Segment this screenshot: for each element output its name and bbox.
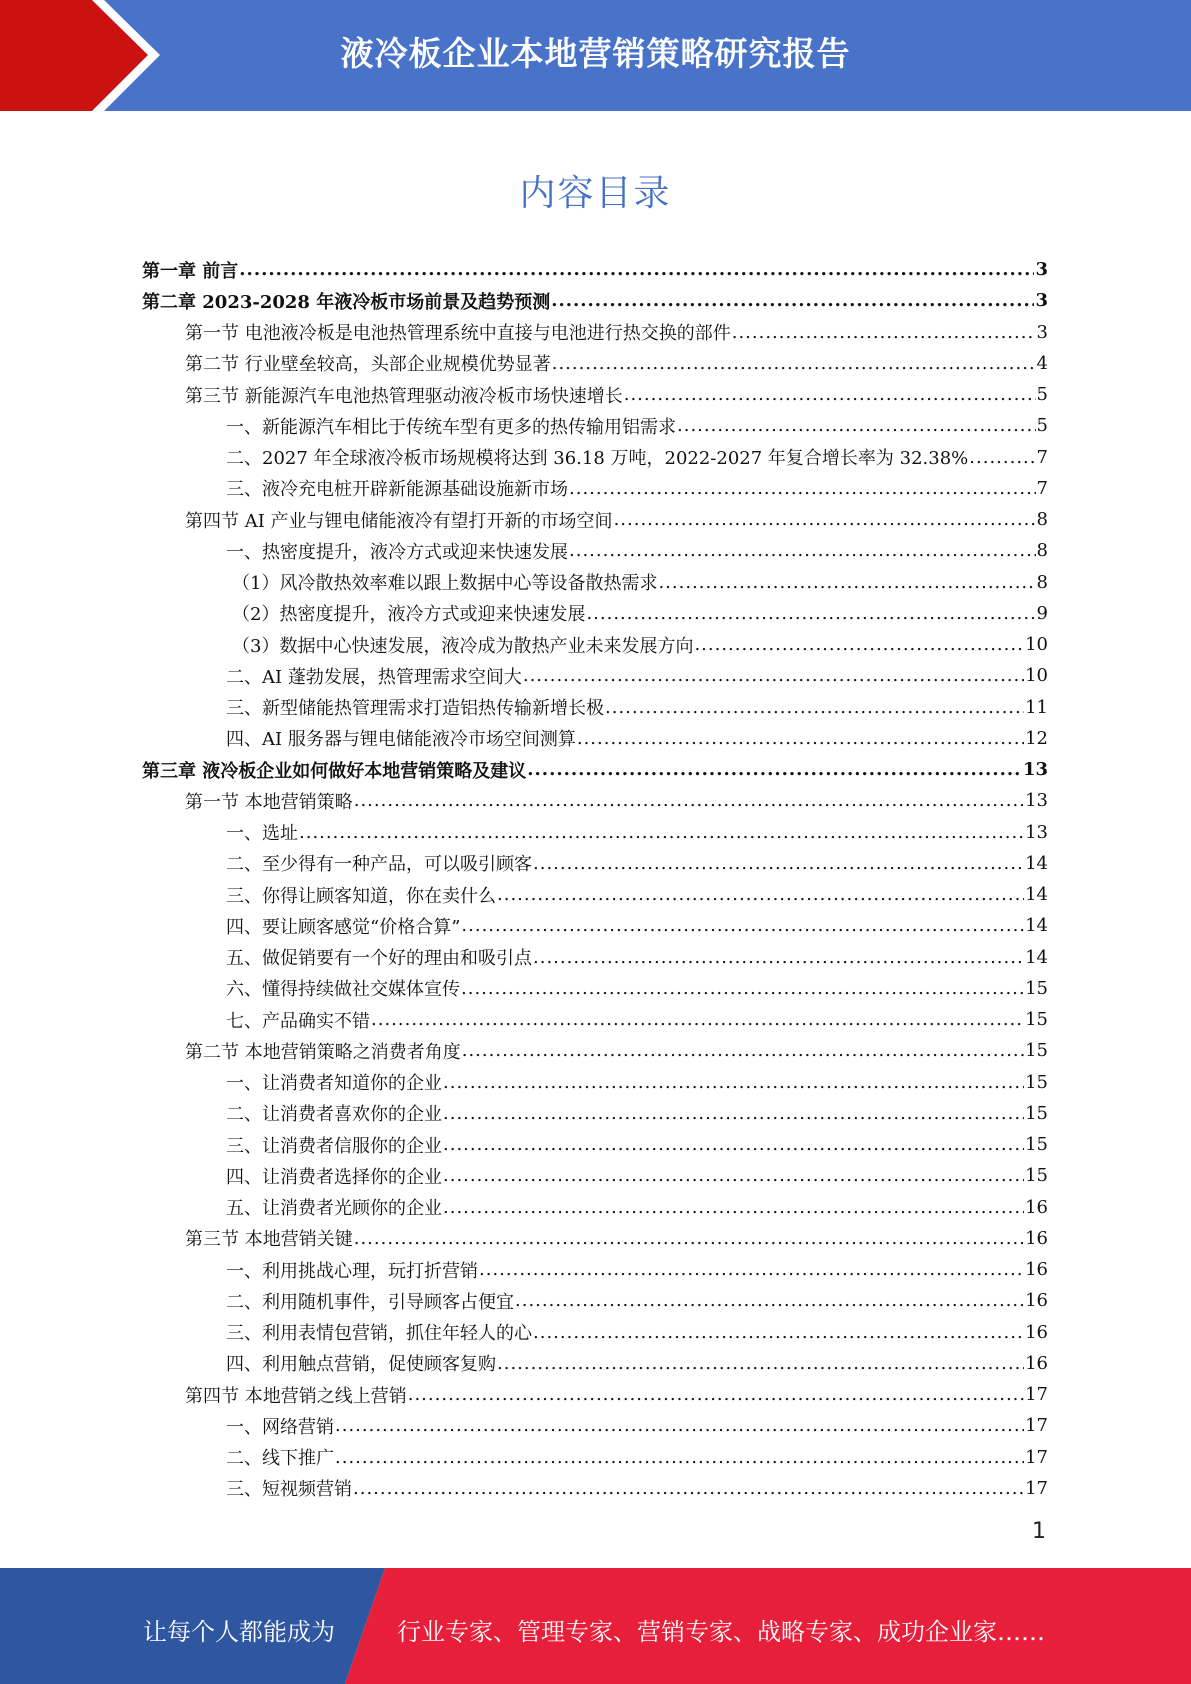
toc-entry-title: 一、选址 bbox=[226, 823, 298, 845]
toc-entry[interactable] bbox=[142, 598, 1048, 629]
toc-entry[interactable] bbox=[142, 1098, 1048, 1129]
toc-leader-dots bbox=[299, 822, 1024, 843]
footer-banner bbox=[0, 1568, 1191, 1684]
toc-entry-title: 四、AI 服务器与锂电储能液冷市场空间测算 bbox=[226, 729, 576, 751]
page-number: 1 bbox=[1032, 1519, 1046, 1544]
toc-leader-dots bbox=[354, 790, 1024, 811]
toc-entry[interactable] bbox=[142, 379, 1048, 410]
toc-entry[interactable] bbox=[142, 723, 1048, 754]
toc-entry-page: 14 bbox=[1025, 946, 1048, 968]
toc-leader-dots bbox=[443, 1072, 1024, 1093]
toc-entry-page: 15 bbox=[1025, 1134, 1048, 1156]
toc-entry-page: 8 bbox=[1036, 571, 1048, 593]
toc-entry[interactable] bbox=[142, 629, 1048, 660]
toc-leader-dots bbox=[969, 447, 1035, 468]
toc-entry[interactable] bbox=[142, 1348, 1048, 1379]
toc-entry-title: 三、新型储能热管理需求打造铝热传输新增长极 bbox=[226, 698, 604, 720]
toc-entry-page: 3 bbox=[1036, 321, 1048, 343]
toc-entry-page: 7 bbox=[1036, 477, 1048, 499]
toc-leader-dots bbox=[624, 384, 1036, 405]
toc-entry-title: 第三节 新能源汽车电池热管理驱动液冷板市场快速增长 bbox=[185, 385, 623, 407]
toc-entry-page: 3 bbox=[1035, 290, 1048, 312]
toc-entry[interactable] bbox=[142, 348, 1048, 379]
table-of-contents bbox=[142, 254, 1048, 1504]
toc-leader-dots bbox=[577, 728, 1024, 749]
toc-entry-page: 8 bbox=[1036, 509, 1048, 531]
toc-entry[interactable] bbox=[142, 1035, 1048, 1066]
toc-entry-title: 二、让消费者喜欢你的企业 bbox=[226, 1104, 442, 1126]
toc-entry-title: 第三节 本地营销关键 bbox=[185, 1229, 353, 1251]
toc-leader-dots bbox=[527, 759, 1022, 780]
toc-entry[interactable] bbox=[142, 692, 1048, 723]
toc-entry-page: 16 bbox=[1025, 1290, 1048, 1312]
toc-entry-title: 三、你得让顾客知道，你在卖什么 bbox=[226, 885, 496, 907]
toc-entry[interactable] bbox=[142, 1160, 1048, 1191]
toc-leader-dots bbox=[497, 1353, 1024, 1374]
toc-entry-title: 二、AI 蓬勃发展，热管理需求空间大 bbox=[226, 666, 522, 688]
toc-entry-title: 一、网络营销 bbox=[226, 1416, 334, 1438]
toc-entry-page: 15 bbox=[1025, 1009, 1048, 1031]
toc-entry[interactable] bbox=[142, 535, 1048, 566]
toc-leader-dots bbox=[443, 1165, 1024, 1186]
toc-entry[interactable] bbox=[142, 879, 1048, 910]
toc-entry-page: 15 bbox=[1025, 977, 1048, 999]
toc-entry-title: 三、让消费者信服你的企业 bbox=[226, 1135, 442, 1157]
toc-leader-dots bbox=[614, 509, 1036, 530]
toc-entry[interactable] bbox=[142, 1317, 1048, 1348]
toc-entry[interactable] bbox=[142, 942, 1048, 973]
toc-entry[interactable] bbox=[142, 254, 1048, 285]
toc-leader-dots bbox=[552, 353, 1036, 374]
toc-entry[interactable] bbox=[142, 410, 1048, 441]
toc-entry-title: 三、短视频营销 bbox=[226, 1479, 352, 1501]
toc-entry-page: 5 bbox=[1036, 415, 1048, 437]
toc-entry-page: 15 bbox=[1025, 1071, 1048, 1093]
toc-entry-page: 17 bbox=[1025, 1384, 1048, 1406]
toc-entry[interactable] bbox=[142, 1254, 1048, 1285]
toc-entry-title: 第二章 2023-2028 年液冷板市场前景及趋势预测 bbox=[142, 291, 551, 313]
toc-entry-title: 一、新能源汽车相比于传统车型有更多的热传输用铝需求 bbox=[226, 416, 676, 438]
toc-entry-title: （2）热密度提升，液冷方式或迎来快速发展 bbox=[232, 604, 586, 626]
toc-leader-dots bbox=[515, 1290, 1024, 1311]
footer-slogan-right: 行业专家、管理专家、营销专家、战略专家、成功企业家…… bbox=[397, 1618, 1045, 1646]
toc-entry-title: 一、热密度提升，液冷方式或迎来快速发展 bbox=[226, 541, 568, 563]
toc-entry[interactable] bbox=[142, 1223, 1048, 1254]
toc-heading: 内容目录 bbox=[519, 173, 672, 214]
toc-entry-title: 第四节 本地营销之线上营销 bbox=[185, 1385, 407, 1407]
toc-entry-page: 16 bbox=[1025, 1259, 1048, 1281]
toc-entry-page: 9 bbox=[1036, 602, 1048, 624]
toc-entry-title: 第四节 AI 产业与锂电储能液冷有望打开新的市场空间 bbox=[185, 510, 613, 532]
toc-entry-page: 5 bbox=[1036, 384, 1048, 406]
toc-entry-page: 10 bbox=[1025, 634, 1048, 656]
toc-leader-dots bbox=[605, 697, 1024, 718]
toc-leader-dots bbox=[533, 947, 1024, 968]
toc-entry-title: 五、做促销要有一个好的理由和吸引点 bbox=[226, 948, 532, 970]
toc-leader-dots bbox=[479, 1259, 1024, 1280]
toc-entry-page: 17 bbox=[1025, 1477, 1048, 1499]
toc-entry[interactable] bbox=[142, 567, 1048, 598]
toc-entry[interactable] bbox=[142, 1004, 1048, 1035]
toc-leader-dots bbox=[443, 1134, 1024, 1155]
toc-leader-dots bbox=[569, 540, 1036, 561]
toc-entry-page: 16 bbox=[1025, 1196, 1048, 1218]
toc-leader-dots bbox=[497, 884, 1024, 905]
toc-entry[interactable] bbox=[142, 442, 1048, 473]
toc-entry-title: （3）数据中心快速发展，液冷成为散热产业未来发展方向 bbox=[232, 635, 694, 657]
toc-leader-dots bbox=[443, 1197, 1024, 1218]
toc-entry-title: （1）风冷散热效率难以跟上数据中心等设备散热需求 bbox=[232, 573, 658, 595]
toc-entry[interactable] bbox=[142, 973, 1048, 1004]
toc-entry[interactable] bbox=[142, 1192, 1048, 1223]
toc-leader-dots bbox=[533, 853, 1024, 874]
toc-entry-page: 13 bbox=[1025, 821, 1048, 843]
toc-entry[interactable] bbox=[142, 317, 1048, 348]
toc-leader-dots bbox=[523, 665, 1024, 686]
toc-entry[interactable] bbox=[142, 910, 1048, 941]
toc-leader-dots bbox=[461, 978, 1024, 999]
toc-leader-dots bbox=[677, 415, 1036, 436]
toc-entry-title: 一、让消费者知道你的企业 bbox=[226, 1073, 442, 1095]
toc-entry-page: 4 bbox=[1036, 352, 1048, 374]
toc-entry-title: 第二节 行业壁垒较高，头部企业规模优势显著 bbox=[185, 354, 551, 376]
toc-entry-page: 13 bbox=[1025, 790, 1048, 812]
toc-leader-dots bbox=[443, 1103, 1024, 1124]
toc-entry-title: 第一章 前言 bbox=[142, 260, 239, 282]
toc-entry-page: 11 bbox=[1025, 696, 1048, 718]
toc-leader-dots bbox=[533, 1322, 1024, 1343]
toc-entry[interactable] bbox=[142, 473, 1048, 504]
toc-entry-title: 五、让消费者光顾你的企业 bbox=[226, 1198, 442, 1220]
toc-entry[interactable] bbox=[142, 1129, 1048, 1160]
toc-leader-dots bbox=[239, 259, 1034, 280]
toc-entry[interactable] bbox=[142, 1067, 1048, 1098]
toc-leader-dots bbox=[462, 1040, 1024, 1061]
toc-leader-dots bbox=[461, 915, 1024, 936]
toc-entry-page: 15 bbox=[1025, 1040, 1048, 1062]
toc-entry[interactable] bbox=[142, 660, 1048, 691]
toc-leader-dots bbox=[335, 1447, 1024, 1468]
toc-entry-page: 14 bbox=[1025, 915, 1048, 937]
toc-entry[interactable] bbox=[142, 754, 1048, 785]
toc-entry-page: 14 bbox=[1025, 852, 1048, 874]
toc-entry-title: 二、线下推广 bbox=[226, 1448, 334, 1470]
toc-entry-page: 15 bbox=[1025, 1102, 1048, 1124]
toc-entry[interactable] bbox=[142, 817, 1048, 848]
toc-entry[interactable] bbox=[142, 1285, 1048, 1316]
toc-entry-title: 二、至少得有一种产品，可以吸引顾客 bbox=[226, 854, 532, 876]
toc-entry-title: 第二节 本地营销策略之消费者角度 bbox=[185, 1041, 461, 1063]
toc-entry-title: 一、利用挑战心理，玩打折营销 bbox=[226, 1260, 478, 1282]
toc-entry-title: 第一节 电池液冷板是电池热管理系统中直接与电池进行热交换的部件 bbox=[185, 323, 731, 345]
toc-entry[interactable] bbox=[142, 1473, 1048, 1504]
toc-entry-title: 二、2027 年全球液冷板市场规模将达到 36.18 万吨，2022-2027 年复合增长率为 32.38% bbox=[226, 448, 969, 470]
toc-entry-title: 三、液冷充电桩开辟新能源基础设施新市场 bbox=[226, 479, 568, 501]
toc-entry-page: 8 bbox=[1036, 540, 1048, 562]
toc-leader-dots bbox=[694, 634, 1024, 655]
toc-entry-title: 第一节 本地营销策略 bbox=[185, 791, 353, 813]
toc-entry-page: 10 bbox=[1025, 665, 1048, 687]
toc-leader-dots bbox=[371, 1009, 1024, 1030]
toc-entry-page: 3 bbox=[1035, 259, 1048, 281]
toc-entry[interactable] bbox=[142, 1410, 1048, 1441]
toc-entry[interactable] bbox=[142, 504, 1048, 535]
toc-entry-title: 四、利用触点营销，促使顾客复购 bbox=[226, 1354, 496, 1376]
toc-entry-page: 13 bbox=[1022, 759, 1048, 781]
toc-entry-page: 16 bbox=[1025, 1227, 1048, 1249]
toc-entry-page: 15 bbox=[1025, 1165, 1048, 1187]
toc-entry-title: 七、产品确实不错 bbox=[226, 1010, 370, 1032]
toc-entry-title: 六、懂得持续做社交媒体宣传 bbox=[226, 979, 460, 1001]
toc-leader-dots bbox=[354, 1228, 1024, 1249]
toc-entry-page: 12 bbox=[1025, 727, 1048, 749]
toc-entry[interactable] bbox=[142, 1379, 1048, 1410]
report-title: 液冷板企业本地营销策略研究报告 bbox=[340, 34, 851, 73]
toc-entry-title: 四、要让顾客感觉“价格合算” bbox=[226, 916, 461, 938]
toc-leader-dots bbox=[658, 572, 1035, 593]
toc-entry[interactable] bbox=[142, 848, 1048, 879]
toc-entry[interactable] bbox=[142, 1442, 1048, 1473]
toc-entry-title: 四、让消费者选择你的企业 bbox=[226, 1166, 442, 1188]
toc-entry[interactable] bbox=[142, 785, 1048, 816]
toc-entry-page: 17 bbox=[1025, 1446, 1048, 1468]
toc-entry-title: 二、利用随机事件，引导顾客占便宜 bbox=[226, 1291, 514, 1313]
toc-leader-dots bbox=[551, 290, 1034, 311]
toc-entry-page: 14 bbox=[1025, 884, 1048, 906]
footer-slogan-left: 让每个人都能成为 bbox=[143, 1618, 335, 1646]
toc-entry[interactable] bbox=[142, 285, 1048, 316]
toc-entry-page: 16 bbox=[1025, 1352, 1048, 1374]
toc-leader-dots bbox=[353, 1478, 1024, 1499]
header-banner bbox=[0, 0, 1191, 111]
toc-entry-page: 7 bbox=[1036, 446, 1048, 468]
toc-entry-page: 17 bbox=[1025, 1415, 1048, 1437]
toc-leader-dots bbox=[586, 603, 1035, 624]
toc-leader-dots bbox=[732, 322, 1036, 343]
toc-leader-dots bbox=[408, 1384, 1024, 1405]
toc-leader-dots bbox=[569, 478, 1036, 499]
toc-leader-dots bbox=[335, 1415, 1024, 1436]
toc-entry-title: 三、利用表情包营销，抓住年轻人的心 bbox=[226, 1323, 532, 1345]
toc-entry-title: 第三章 液冷板企业如何做好本地营销策略及建议 bbox=[142, 760, 527, 782]
toc-entry-page: 16 bbox=[1025, 1321, 1048, 1343]
